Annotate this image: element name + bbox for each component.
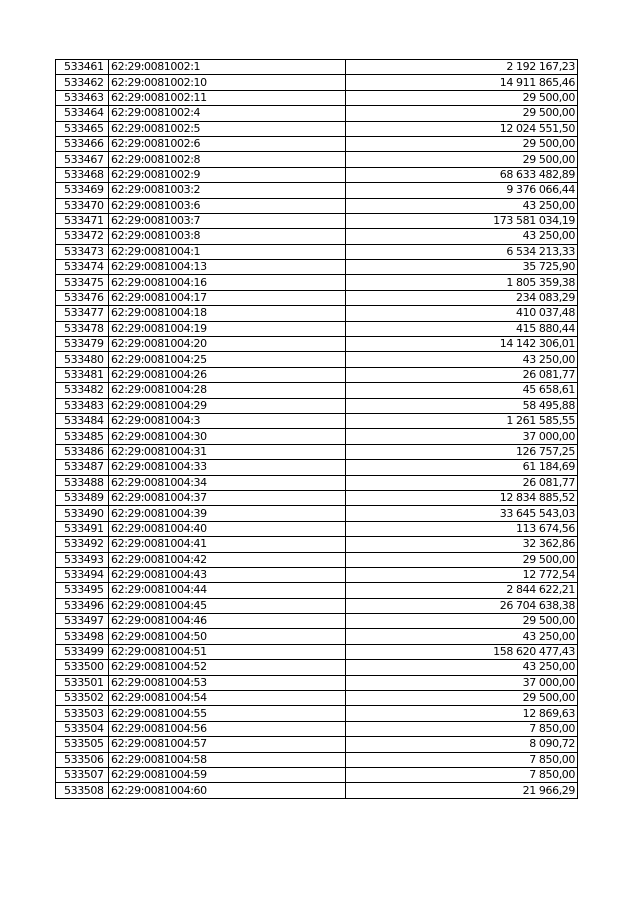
- cadastral-number-cell: 62:29:0081004:44: [109, 583, 346, 598]
- cadastral-value-cell: 29 500,00: [346, 614, 578, 629]
- row-id-cell: 533500: [56, 660, 109, 675]
- cadastral-value-cell: 29 500,00: [346, 691, 578, 706]
- cadastral-value-cell: 7 850,00: [346, 767, 578, 782]
- row-id-cell: 533483: [56, 398, 109, 413]
- cadastral-number-cell: 62:29:0081004:46: [109, 614, 346, 629]
- cadastral-value-cell: 29 500,00: [346, 90, 578, 105]
- cadastral-number-cell: 62:29:0081004:43: [109, 567, 346, 582]
- cadastral-number-cell: 62:29:0081004:54: [109, 691, 346, 706]
- table-row: [56, 352, 578, 367]
- cadastral-value-cell: 12 772,54: [346, 567, 578, 582]
- cadastral-value-cell: 234 083,29: [346, 290, 578, 305]
- row-id-cell: 533492: [56, 537, 109, 552]
- table-row: [56, 136, 578, 151]
- cadastral-value-cell: 35 725,90: [346, 260, 578, 275]
- cadastral-number-cell: 62:29:0081004:56: [109, 721, 346, 736]
- cadastral-value-cell: 1 805 359,38: [346, 275, 578, 290]
- row-id-cell: 533491: [56, 521, 109, 536]
- cadastral-number-cell: 62:29:0081004:41: [109, 537, 346, 552]
- cadastral-value-cell: 7 850,00: [346, 752, 578, 767]
- row-id-cell: 533496: [56, 598, 109, 613]
- cadastral-value-cell: 26 704 638,38: [346, 598, 578, 613]
- row-id-cell: 533462: [56, 75, 109, 90]
- row-id-cell: 533499: [56, 644, 109, 659]
- cadastral-value-cell: 58 495,88: [346, 398, 578, 413]
- row-id-cell: 533465: [56, 121, 109, 136]
- row-id-cell: 533505: [56, 737, 109, 752]
- cadastral-value-cell: 33 645 543,03: [346, 506, 578, 521]
- table-row: [56, 90, 578, 105]
- table-body: [56, 60, 578, 799]
- table-row: [56, 521, 578, 536]
- cadastral-value-cell: 12 869,63: [346, 706, 578, 721]
- cadastral-value-cell: 415 880,44: [346, 321, 578, 336]
- cadastral-value-cell: 1 261 585,55: [346, 413, 578, 428]
- table-row: [56, 752, 578, 767]
- table-row: [56, 475, 578, 490]
- table-row: [56, 629, 578, 644]
- table-row: [56, 260, 578, 275]
- cadastral-number-cell: 62:29:0081004:18: [109, 306, 346, 321]
- cadastral-number-cell: 62:29:0081004:57: [109, 737, 346, 752]
- table-row: [56, 567, 578, 582]
- cadastral-value-cell: 43 250,00: [346, 229, 578, 244]
- cadastral-value-cell: 37 000,00: [346, 675, 578, 690]
- table-row: [56, 398, 578, 413]
- table-row: [56, 537, 578, 552]
- cadastral-number-cell: 62:29:0081004:34: [109, 475, 346, 490]
- table-row: [56, 229, 578, 244]
- cadastral-value-cell: 61 184,69: [346, 460, 578, 475]
- table-row: [56, 75, 578, 90]
- row-id-cell: 533480: [56, 352, 109, 367]
- row-id-cell: 533497: [56, 614, 109, 629]
- cadastral-number-cell: 62:29:0081004:1: [109, 244, 346, 259]
- table-row: [56, 367, 578, 382]
- cadastral-number-cell: 62:29:0081004:16: [109, 275, 346, 290]
- table-row: [56, 275, 578, 290]
- cadastral-value-cell: 43 250,00: [346, 352, 578, 367]
- row-id-cell: 533494: [56, 567, 109, 582]
- row-id-cell: 533463: [56, 90, 109, 105]
- cadastral-value-cell: 29 500,00: [346, 106, 578, 121]
- cadastral-number-cell: 62:29:0081004:30: [109, 429, 346, 444]
- cadastral-number-cell: 62:29:0081003:7: [109, 213, 346, 228]
- table-row: [56, 306, 578, 321]
- table-row: [56, 213, 578, 228]
- cadastral-number-cell: 62:29:0081004:3: [109, 413, 346, 428]
- row-id-cell: 533495: [56, 583, 109, 598]
- cadastral-number-cell: 62:29:0081002:11: [109, 90, 346, 105]
- row-id-cell: 533461: [56, 60, 109, 75]
- row-id-cell: 533470: [56, 198, 109, 213]
- cadastral-number-cell: 62:29:0081004:19: [109, 321, 346, 336]
- cadastral-number-cell: 62:29:0081004:59: [109, 767, 346, 782]
- row-id-cell: 533503: [56, 706, 109, 721]
- table-row: [56, 706, 578, 721]
- cadastral-number-cell: 62:29:0081004:13: [109, 260, 346, 275]
- table-row: [56, 552, 578, 567]
- cadastral-value-cell: 8 090,72: [346, 737, 578, 752]
- row-id-cell: 533501: [56, 675, 109, 690]
- cadastral-value-cell: 32 362,86: [346, 537, 578, 552]
- cadastral-value-cell: 6 534 213,33: [346, 244, 578, 259]
- cadastral-value-cell: 29 500,00: [346, 136, 578, 151]
- cadastral-value-cell: 43 250,00: [346, 198, 578, 213]
- table-row: [56, 614, 578, 629]
- cadastral-value-cell: 12 834 885,52: [346, 490, 578, 505]
- cadastral-number-cell: 62:29:0081004:50: [109, 629, 346, 644]
- row-id-cell: 533472: [56, 229, 109, 244]
- cadastral-value-cell: 37 000,00: [346, 429, 578, 444]
- cadastral-value-cell: 29 500,00: [346, 152, 578, 167]
- cadastral-value-cell: 158 620 477,43: [346, 644, 578, 659]
- row-id-cell: 533493: [56, 552, 109, 567]
- table-row: [56, 121, 578, 136]
- row-id-cell: 533468: [56, 167, 109, 182]
- row-id-cell: 533502: [56, 691, 109, 706]
- cadastral-number-cell: 62:29:0081004:51: [109, 644, 346, 659]
- row-id-cell: 533475: [56, 275, 109, 290]
- cadastral-number-cell: 62:29:0081002:4: [109, 106, 346, 121]
- table-row: [56, 691, 578, 706]
- table-row: [56, 506, 578, 521]
- cadastral-value-cell: 26 081,77: [346, 367, 578, 382]
- cadastral-number-cell: 62:29:0081004:40: [109, 521, 346, 536]
- table-row: [56, 490, 578, 505]
- row-id-cell: 533473: [56, 244, 109, 259]
- row-id-cell: 533482: [56, 383, 109, 398]
- table-row: [56, 337, 578, 352]
- cadastral-value-cell: 126 757,25: [346, 444, 578, 459]
- row-id-cell: 533479: [56, 337, 109, 352]
- table-row: [56, 460, 578, 475]
- cadastral-number-cell: 62:29:0081002:8: [109, 152, 346, 167]
- cadastral-value-cell: 12 024 551,50: [346, 121, 578, 136]
- cadastral-number-cell: 62:29:0081002:5: [109, 121, 346, 136]
- table-row: [56, 721, 578, 736]
- cadastral-number-cell: 62:29:0081003:2: [109, 183, 346, 198]
- row-id-cell: 533508: [56, 783, 109, 798]
- cadastral-value-cell: 14 142 306,01: [346, 337, 578, 352]
- table-row: [56, 321, 578, 336]
- cadastral-number-cell: 62:29:0081004:33: [109, 460, 346, 475]
- row-id-cell: 533471: [56, 213, 109, 228]
- cadastral-number-cell: 62:29:0081004:42: [109, 552, 346, 567]
- row-id-cell: 533507: [56, 767, 109, 782]
- table-row: [56, 183, 578, 198]
- cadastral-number-cell: 62:29:0081004:31: [109, 444, 346, 459]
- cadastral-number-cell: 62:29:0081002:9: [109, 167, 346, 182]
- cadastral-number-cell: 62:29:0081004:52: [109, 660, 346, 675]
- table-row: [56, 583, 578, 598]
- row-id-cell: 533467: [56, 152, 109, 167]
- row-id-cell: 533504: [56, 721, 109, 736]
- table-row: [56, 429, 578, 444]
- cadastral-number-cell: 62:29:0081004:17: [109, 290, 346, 305]
- row-id-cell: 533484: [56, 413, 109, 428]
- table-row: [56, 444, 578, 459]
- table-row: [56, 290, 578, 305]
- cadastral-number-cell: 62:29:0081004:29: [109, 398, 346, 413]
- cadastral-value-cell: 26 081,77: [346, 475, 578, 490]
- cadastral-value-cell: 45 658,61: [346, 383, 578, 398]
- cadastral-number-cell: 62:29:0081004:45: [109, 598, 346, 613]
- table-row: [56, 413, 578, 428]
- table-row: [56, 783, 578, 798]
- table-row: [56, 383, 578, 398]
- cadastral-number-cell: 62:29:0081004:39: [109, 506, 346, 521]
- cadastral-number-cell: 62:29:0081004:25: [109, 352, 346, 367]
- row-id-cell: 533474: [56, 260, 109, 275]
- row-id-cell: 533464: [56, 106, 109, 121]
- cadastral-value-cell: 14 911 865,46: [346, 75, 578, 90]
- table-row: [56, 767, 578, 782]
- table-row: [56, 167, 578, 182]
- cadastral-number-cell: 62:29:0081004:58: [109, 752, 346, 767]
- cadastral-number-cell: 62:29:0081002:10: [109, 75, 346, 90]
- cadastral-value-cell: 9 376 066,44: [346, 183, 578, 198]
- cadastral-number-cell: 62:29:0081004:55: [109, 706, 346, 721]
- cadastral-value-cell: 29 500,00: [346, 552, 578, 567]
- row-id-cell: 533476: [56, 290, 109, 305]
- table-row: [56, 60, 578, 75]
- cadastral-number-cell: 62:29:0081003:6: [109, 198, 346, 213]
- cadastral-value-cell: 2 844 622,21: [346, 583, 578, 598]
- table-row: [56, 675, 578, 690]
- table-row: [56, 737, 578, 752]
- table-row: [56, 598, 578, 613]
- cadastral-value-cell: 7 850,00: [346, 721, 578, 736]
- row-id-cell: 533478: [56, 321, 109, 336]
- cadastral-number-cell: 62:29:0081004:28: [109, 383, 346, 398]
- table-row: [56, 198, 578, 213]
- cadastral-value-cell: 21 966,29: [346, 783, 578, 798]
- cadastral-number-cell: 62:29:0081004:37: [109, 490, 346, 505]
- cadastral-number-cell: 62:29:0081004:53: [109, 675, 346, 690]
- row-id-cell: 533487: [56, 460, 109, 475]
- row-id-cell: 533488: [56, 475, 109, 490]
- cadastral-number-cell: 62:29:0081004:26: [109, 367, 346, 382]
- cadastral-value-cell: 173 581 034,19: [346, 213, 578, 228]
- cadastral-value-table: [55, 59, 578, 799]
- cadastral-value-cell: 68 633 482,89: [346, 167, 578, 182]
- row-id-cell: 533486: [56, 444, 109, 459]
- row-id-cell: 533466: [56, 136, 109, 151]
- row-id-cell: 533490: [56, 506, 109, 521]
- row-id-cell: 533506: [56, 752, 109, 767]
- cadastral-value-cell: 2 192 167,23: [346, 60, 578, 75]
- cadastral-value-cell: 410 037,48: [346, 306, 578, 321]
- table-row: [56, 644, 578, 659]
- cadastral-number-cell: 62:29:0081004:20: [109, 337, 346, 352]
- cadastral-value-cell: 113 674,56: [346, 521, 578, 536]
- cadastral-number-cell: 62:29:0081002:1: [109, 60, 346, 75]
- table-row: [56, 244, 578, 259]
- row-id-cell: 533481: [56, 367, 109, 382]
- row-id-cell: 533489: [56, 490, 109, 505]
- table-row: [56, 106, 578, 121]
- row-id-cell: 533477: [56, 306, 109, 321]
- row-id-cell: 533498: [56, 629, 109, 644]
- cadastral-value-cell: 43 250,00: [346, 660, 578, 675]
- table-row: [56, 660, 578, 675]
- cadastral-number-cell: 62:29:0081002:6: [109, 136, 346, 151]
- cadastral-number-cell: 62:29:0081004:60: [109, 783, 346, 798]
- row-id-cell: 533469: [56, 183, 109, 198]
- row-id-cell: 533485: [56, 429, 109, 444]
- table-row: [56, 152, 578, 167]
- cadastral-number-cell: 62:29:0081003:8: [109, 229, 346, 244]
- cadastral-value-cell: 43 250,00: [346, 629, 578, 644]
